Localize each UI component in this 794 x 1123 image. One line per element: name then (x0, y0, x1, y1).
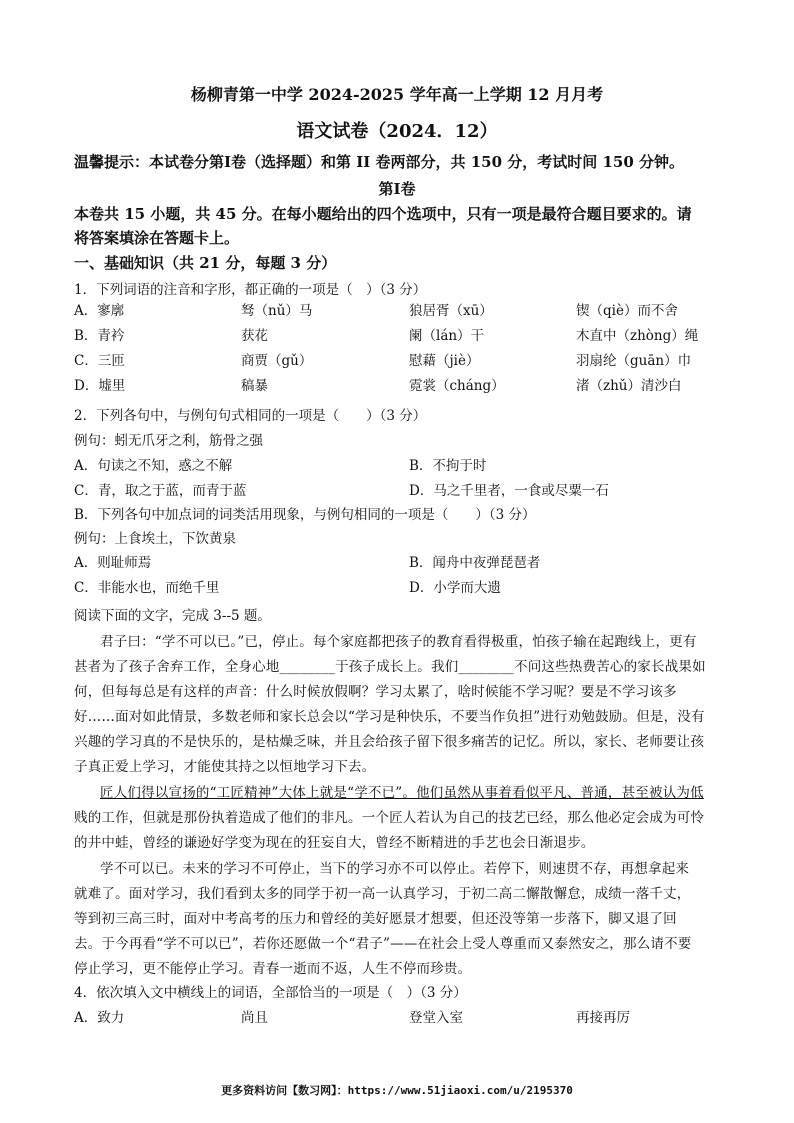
q1-option-a-3: 狼居胥（xū） (409, 303, 493, 319)
q2-option-b: B．不拘于时 (409, 458, 487, 474)
footer-link[interactable]: 更多资料访问【数习网】：https://www.51jiaoxi.com/u/2195370 (221, 1084, 573, 1097)
passage-line: 去。于今再看“学不可以已”，若你还愿做一个“君子”——在社会上受人尊重而又泰然安之，那么请不要 (74, 936, 692, 952)
q3-option-a: A．则耻师焉 (74, 555, 152, 571)
q4-option-a-1: A．致力 (74, 1010, 125, 1026)
instructions-line2: 将答案填涂在答题卡上。 (74, 229, 240, 247)
passage-line-underlined: 匠人们得以宣扬的“工匠精神”大体上就是“学不已”。他们虽然从事着看似平凡、普通，甚至被认为低 (100, 785, 704, 801)
q1-option-b-4: 木直中（zhòng）绳 (576, 328, 699, 344)
notice: 温馨提示：本试卷分第Ⅰ卷（选择题）和第 II 卷两部分，共 150 分，考试时间 150 分钟。 (74, 153, 685, 171)
q1-option-c-4: 羽扇纶（guān）巾 (576, 353, 692, 369)
passage-line: 等到初三高三时，面对中考高考的压力和曾经的美好愿景才想要，但还没等第一步落下，脚又退了回 (74, 911, 677, 927)
q2-option-d: D．马之千里者，一食或尽粟一石 (409, 483, 609, 499)
q2-option-a: A．句读之不知，惑之不解 (74, 458, 233, 474)
q2-option-c: C．青，取之于蓝，而青于蓝 (74, 483, 247, 499)
q1-option-b-3: 阑（lán）干 (409, 328, 485, 344)
q1-option-a-4: 锲（qiè）而不舍 (576, 303, 678, 319)
passage-line: 停止学习，更不能停止学习。青春一逝而不返，人生不停而珍贵。 (74, 961, 472, 977)
q1-option-a-1: A．寥廓 (74, 303, 125, 319)
passage-line: 君子曰：“学不可以已。”已，停止。每个家庭都把孩子的教育看得极重，怕孩子输在起跑线上，更有 (100, 634, 697, 650)
q4-option-a-4: 再接再厉 (576, 1010, 630, 1026)
passage-line: 子真正爱上学习，才能使其持之以恒地学习下去。 (74, 759, 376, 775)
passage-line: 贱的工作，但就是那份执着造成了他们的非凡。一个匠人若认为自己的技艺已经，那么他必定会成为可怜 (74, 810, 705, 826)
reading-intro: 阅读下面的文字，完成 3--5 题。 (74, 608, 271, 624)
q1-option-c-3: 慰藉（jiè） (409, 353, 480, 369)
exam-subtitle: 语文试卷（2024．12） (296, 121, 498, 142)
question-1-stem: 1．下列词语的注音和字形，都正确的一项是（ ）（3 分） (74, 282, 427, 298)
q1-option-c-2: 商贾（gǔ） (241, 353, 313, 369)
q1-option-d-3: 霓裳（cháng） (409, 378, 505, 394)
q1-option-d-1: D．墟里 (74, 378, 126, 394)
q1-option-a-2: 驽（nǔ）马 (241, 303, 313, 319)
exam-title: 杨柳青第一中学 2024-2025 学年高一上学期 12 月月考 (190, 85, 604, 104)
question-4-stem: 4．依次填入文中横线上的词语，全部恰当的一项是（ ）（3 分） (74, 985, 467, 1001)
passage-line: 学不可以已。未来的学习不可停止，当下的学习亦不可以停止。若停下，则速贯不存，再想拿起来 (100, 861, 690, 877)
question-3-example: 例句：上食埃土，下饮黄泉 (74, 531, 236, 547)
passage-line: 何，但每每总是有这样的声音：什么时候放假啊？学习太累了，啥时候能不学习呢？要是不学习该多 (74, 684, 677, 700)
q1-option-b-2: 获花 (241, 328, 268, 344)
q3-option-d: D．小学而大遗 (409, 580, 501, 596)
q4-option-a-3: 登堂入室 (409, 1010, 463, 1026)
passage-line: 甚者为了孩子舍弃工作，全身心地________于孩子成长上。我们________不问这些热费苦心的家长战果如 (74, 659, 706, 675)
section-heading: 一、基础知识（共 21 分，每题 3 分） (74, 254, 337, 272)
q1-option-d-2: 稿暴 (241, 378, 268, 394)
passage-line: 的井中蛙，曾经的谦逊好学变为现在的狂妄自大，曾经不断精进的手艺也会日渐退步。 (74, 835, 595, 851)
question-3-stem: B．下列各句中加点词的词类活用现象，与例句相同的一项是（ ）（3 分） (74, 507, 536, 523)
passage-line: 就难了。面对学习，我们看到太多的同学于初一高一认真学习，于初二高二懈散懈怠，成绩一落千丈， (74, 886, 691, 902)
instructions-line1: 本卷共 15 小题，共 45 分。在每小题给出的四个选项中，只有一项是最符合题目要求的。请 (74, 205, 692, 223)
q1-option-d-4: 渚（zhǔ）清沙白 (576, 378, 682, 394)
q3-option-c: C．非能水也，而绝千里 (74, 580, 220, 596)
question-2-example: 例句：蚓无爪牙之利，筋骨之强 (74, 433, 263, 449)
q1-option-b-1: B．青衿 (74, 328, 125, 344)
volume-heading: 第Ⅰ卷 (378, 180, 416, 198)
q4-option-a-2: 尚且 (241, 1010, 268, 1026)
question-2-stem: 2．下列各句中，与例句句式相同的一项是（ ）（3 分） (74, 408, 427, 424)
q3-option-b: B．闻舟中夜弹琵琶者 (409, 555, 541, 571)
passage-line: 兴趣的学习真的不是快乐的，是枯燥乏味，并且会给孩子留下很多痛苦的记忆。所以，家长、老师要让孩 (74, 734, 705, 750)
passage-line: 好……面对如此情景，多数老师和家长总会以“学习是种快乐，不要当作负担”进行劝勉鼓励。但是，没有 (74, 709, 705, 725)
q1-option-c-1: C．三匝 (74, 353, 125, 369)
